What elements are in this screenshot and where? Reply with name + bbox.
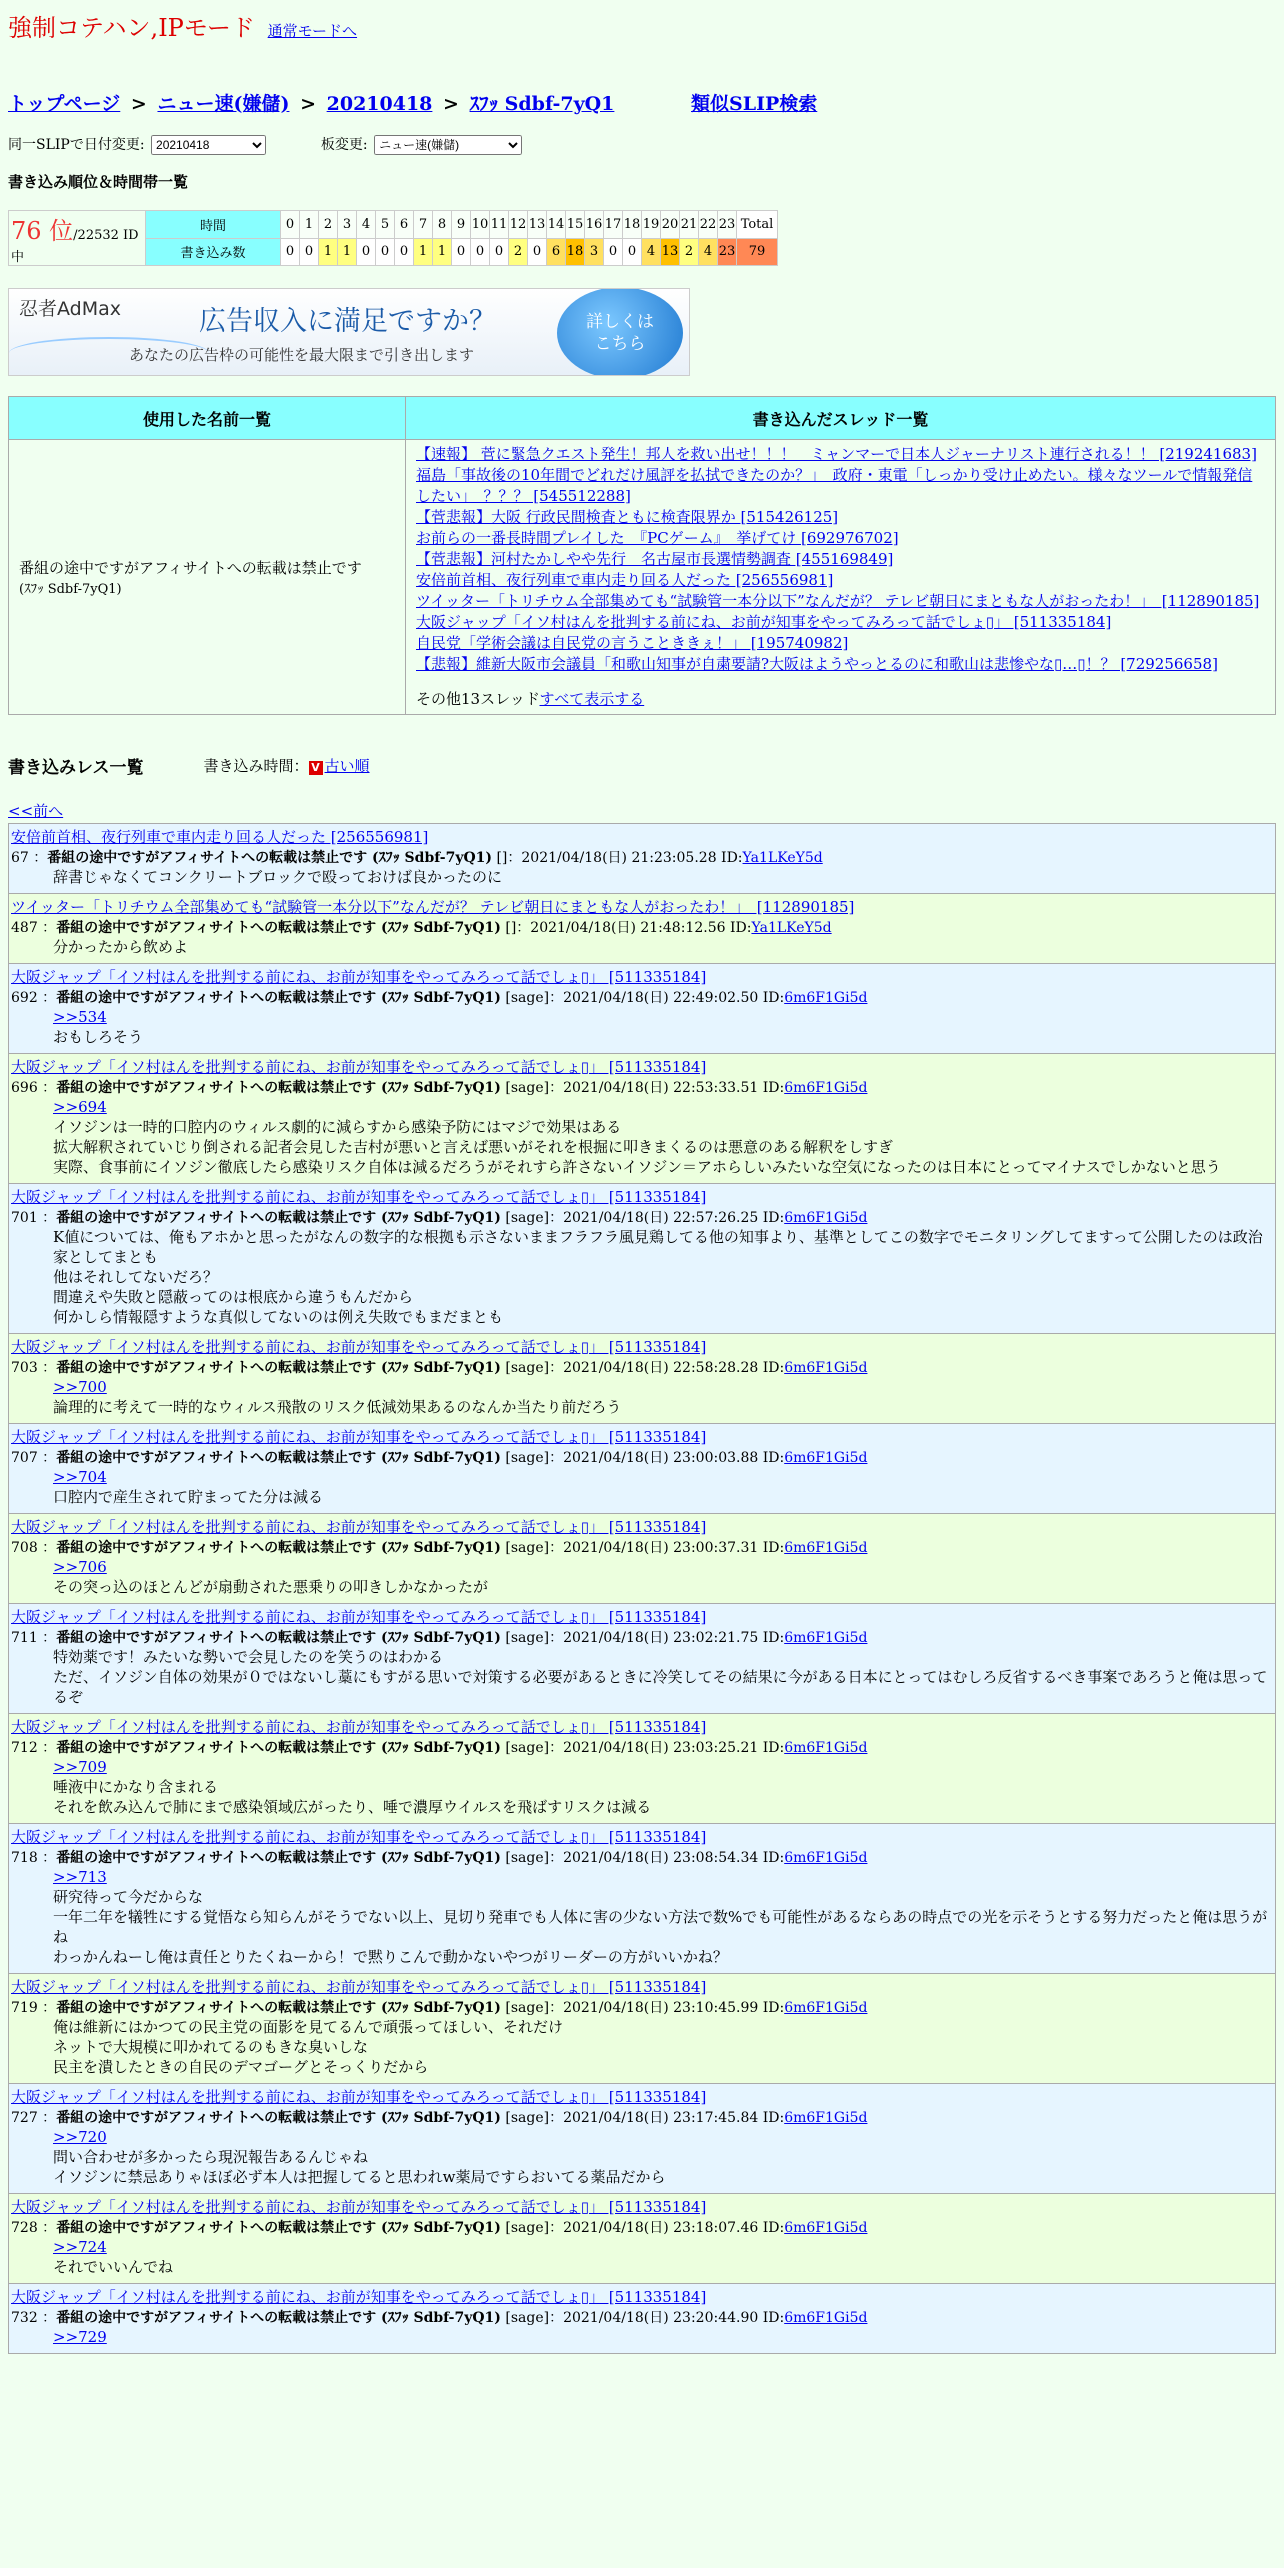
- post-id-link[interactable]: 6m6F1Gi5d: [784, 1450, 868, 1466]
- post-item: [8, 1423, 1276, 1514]
- thread-link[interactable]: お前らの一番長時間プレイした 『PCゲーム』 挙げてけ [692976702]: [416, 529, 899, 547]
- threads-header: 書き込んだスレッド一覧: [406, 397, 1276, 440]
- post-body-line: イソジンは一時的口腔内のウィルス劇的に減らすから感染予防にはマジで効果はある: [53, 1118, 622, 1136]
- post-id-link[interactable]: 6m6F1Gi5d: [784, 1630, 868, 1646]
- thread-link[interactable]: 【菅悲報】河村たかしやや先行 名古屋市長選情勢調査 [455169849]: [416, 550, 894, 568]
- post-item: [8, 1183, 1276, 1334]
- post-body-line: 特効薬です！みたいな勢いで会見したのを笑うのはわかる: [53, 1648, 444, 1666]
- thread-list-cell: [406, 440, 1276, 715]
- post-body: [53, 1467, 1273, 1507]
- post-reply-anchor[interactable]: >>713: [53, 1868, 107, 1886]
- hour-count: 0: [300, 238, 319, 266]
- post-thread-link[interactable]: ツイッター「トリチウム全部集めても“試験管一本分以下”なんだが？ テレビ朝日にまともな人がおったわ！」 [112890185]: [11, 898, 855, 916]
- hour-count: 4: [699, 238, 718, 266]
- total-count: 79: [737, 238, 778, 266]
- post-thread-link[interactable]: 大阪ジャップ「イソ村はんを批判する前にね、お前が知事をやってみろって話でしょ▯」 [511335184]: [11, 1718, 707, 1736]
- post-thread-link[interactable]: 安倍前首相、夜行列車で車内走り回る人だった [256556981]: [11, 828, 429, 846]
- thread-link[interactable]: 【菅悲報】大阪 行政民間検査ともに検査限界か [515426125]: [416, 508, 839, 526]
- post-number: 696: [11, 1080, 38, 1096]
- post-id-link[interactable]: Ya1LKeY5d: [751, 920, 832, 936]
- post-body-line: 俺は維新にはかつての民主党の面影を見てるんで頑張ってほしい、それだけ: [53, 2018, 564, 2036]
- post-author-name: 番組の途中ですがアフィサイトへの転載は禁止です (ｽﾌｯ Sdbf-7yQ1): [56, 1850, 501, 1866]
- post-header: 692 ：番組の途中ですがアフィサイトへの転載は禁止です (ｽﾌｯ Sdbf-7yQ1) [sage]：2021/04/18(日) 22:49:02.50 ID:6m6F1Gi5d: [11, 990, 868, 1006]
- post-thread-link[interactable]: 大阪ジャップ「イソ村はんを批判する前にね、お前が知事をやってみろって話でしょ▯」 [511335184]: [11, 1428, 707, 1446]
- thread-list: [416, 444, 1265, 675]
- hour-count: 3: [585, 238, 604, 266]
- hour-count: 0: [471, 238, 490, 266]
- post-meta: []：2021/04/18(日) 21:48:12.56 ID:: [500, 920, 752, 936]
- post-body: [53, 1557, 1273, 1597]
- post-header: 487 ：番組の途中ですがアフィサイトへの転載は禁止です (ｽﾌｯ Sdbf-7yQ1) []：2021/04/18(日) 21:48:12.56 ID:Ya1LKeY5d: [11, 920, 832, 936]
- post-thread-link[interactable]: 大阪ジャップ「イソ村はんを批判する前にね、お前が知事をやってみろって話でしょ▯」 [511335184]: [11, 1978, 707, 1996]
- post-reply-anchor[interactable]: >>694: [53, 1098, 107, 1116]
- post-item: [8, 2283, 1276, 2354]
- hour-header: 1: [300, 211, 319, 239]
- post-item: [8, 2083, 1276, 2194]
- post-body-line: 一年二年を犠牲にする覚悟なら知らんがそうでない以上、見切り発車でも人体に害の少ない方法で数%でも可能性があるならあの時点での光を示そうとする努力だったと俺は思うがね: [53, 1908, 1268, 1946]
- post-body-line: 分かったから飲めよ: [53, 938, 189, 956]
- breadcrumb: [8, 89, 1276, 116]
- post-body-line: ネットで大規模に叩かれてるのもきな臭いしな: [53, 2038, 369, 2056]
- post-author-name: 番組の途中ですがアフィサイトへの転載は禁止です (ｽﾌｯ Sdbf-7yQ1): [56, 1630, 501, 1646]
- post-thread-link[interactable]: 大阪ジャップ「イソ村はんを批判する前にね、お前が知事をやってみろって話でしょ▯」 [511335184]: [11, 2088, 707, 2106]
- thread-link[interactable]: 安倍前首相、夜行列車で車内走り回る人だった [256556981]: [416, 571, 834, 589]
- hour-header: 23: [718, 211, 737, 239]
- post-item: [8, 1333, 1276, 1424]
- post-body: [53, 1647, 1273, 1707]
- post-body: [53, 937, 1273, 957]
- hour-count: 0: [357, 238, 376, 266]
- post-author-name: 番組の途中ですがアフィサイトへの転載は禁止です (ｽﾌｯ Sdbf-7yQ1): [56, 1740, 501, 1756]
- post-id-link[interactable]: 6m6F1Gi5d: [784, 1540, 868, 1556]
- thread-link[interactable]: 大阪ジャップ「イソ村はんを批判する前にね、お前が知事をやってみろって話でしょ▯」 [511335184]: [416, 613, 1112, 631]
- post-body-line: 唾液中にかなり含まれる: [53, 1778, 219, 1796]
- post-body-line: それでいいんでね: [53, 2258, 174, 2276]
- post-reply-anchor[interactable]: >>534: [53, 1008, 107, 1026]
- post-reply-anchor[interactable]: >>720: [53, 2128, 107, 2146]
- post-id-link[interactable]: 6m6F1Gi5d: [784, 990, 868, 1006]
- post-number: 718: [11, 1850, 38, 1866]
- hour-count: 4: [642, 238, 661, 266]
- post-thread-link[interactable]: 大阪ジャップ「イソ村はんを批判する前にね、お前が知事をやってみろって話でしょ▯」 [511335184]: [11, 1518, 707, 1536]
- hour-header: Total: [737, 211, 778, 239]
- post-reply-anchor[interactable]: >>700: [53, 1378, 107, 1396]
- post-author-name: 番組の途中ですがアフィサイトへの転載は禁止です (ｽﾌｯ Sdbf-7yQ1): [47, 850, 493, 866]
- post-body-line: おもしろそう: [53, 1028, 144, 1046]
- post-author-name: 番組の途中ですがアフィサイトへの転載は禁止です (ｽﾌｯ Sdbf-7yQ1): [56, 990, 501, 1006]
- post-number: 728: [11, 2220, 38, 2236]
- used-name: 番組の途中ですがアフィサイトへの転載は禁止です: [19, 559, 362, 577]
- post-item: [8, 1513, 1276, 1604]
- post-id-link[interactable]: 6m6F1Gi5d: [784, 2310, 868, 2326]
- post-header: 732 ：番組の途中ですがアフィサイトへの転載は禁止です (ｽﾌｯ Sdbf-7yQ1) [sage]：2021/04/18(日) 23:20:44.90 ID:6m6F1Gi5d: [11, 2310, 868, 2326]
- hour-header: 14: [547, 211, 566, 239]
- mode-title: 強制コテハン,IPモード: [8, 14, 255, 42]
- board-change-label: 板変更:: [320, 137, 368, 153]
- date-select[interactable]: [151, 135, 266, 155]
- sort-oldest-link[interactable]: 古い順: [324, 757, 370, 775]
- breadcrumb-board[interactable]: ニュー速(嫌儲): [157, 93, 290, 115]
- post-number: 712: [11, 1740, 38, 1756]
- hour-header: 19: [642, 211, 661, 239]
- post-id-link[interactable]: 6m6F1Gi5d: [784, 2000, 868, 2016]
- sort-label: 書き込み時間： V 古い順: [203, 757, 370, 775]
- post-header: 727 ：番組の途中ですがアフィサイトへの転載は禁止です (ｽﾌｯ Sdbf-7yQ1) [sage]：2021/04/18(日) 23:17:45.84 ID:6m6F1Gi5d: [11, 2110, 868, 2126]
- similar-slip-search-link[interactable]: 類似SLIP検索: [691, 93, 818, 115]
- post-list: [8, 823, 1276, 2354]
- post-body-line: イソジンに禁忌ありゃほぼ必ず本人は把握してると思われw薬局ですらおいてる薬品だから: [53, 2168, 666, 2186]
- rank-total: /22532 ID中: [11, 228, 139, 265]
- post-reply-anchor[interactable]: >>724: [53, 2238, 107, 2256]
- post-body: [53, 1867, 1273, 1967]
- thread-link[interactable]: ツイッター「トリチウム全部集めても“試験管一本分以下”なんだが？ テレビ朝日にまともな人がおったわ！」 [112890185]: [416, 592, 1260, 610]
- post-meta: [sage]：2021/04/18(日) 23:20:44.90 ID:: [500, 2310, 785, 2326]
- post-number: 719: [11, 2000, 38, 2016]
- post-number: 67: [11, 850, 29, 866]
- post-thread-link[interactable]: 大阪ジャップ「イソ村はんを批判する前にね、お前が知事をやってみろって話でしょ▯」 [511335184]: [11, 1058, 707, 1076]
- post-body: [53, 867, 1273, 887]
- hour-header: 4: [357, 211, 376, 239]
- post-meta: [sage]：2021/04/18(日) 23:00:03.88 ID:: [500, 1450, 785, 1466]
- post-meta: [sage]：2021/04/18(日) 23:03:25.21 ID:: [500, 1740, 785, 1756]
- post-thread-link[interactable]: 大阪ジャップ「イソ村はんを批判する前にね、お前が知事をやってみろって話でしょ▯」 [511335184]: [11, 1608, 707, 1626]
- post-thread-link[interactable]: 大阪ジャップ「イソ村はんを批判する前にね、お前が知事をやってみろって話でしょ▯」 [511335184]: [11, 1338, 707, 1356]
- hour-header: 22: [699, 211, 718, 239]
- hour-header: 12: [509, 211, 528, 239]
- rank-cell: [9, 211, 146, 266]
- post-meta: [sage]：2021/04/18(日) 23:02:21.75 ID:: [500, 1630, 785, 1646]
- hour-header: 13: [528, 211, 547, 239]
- post-item: [8, 1823, 1276, 1974]
- name-cell: [9, 440, 406, 715]
- post-meta: [sage]：2021/04/18(日) 22:58:28.28 ID:: [500, 1360, 785, 1376]
- ad-banner[interactable]: [8, 288, 690, 376]
- post-number: 708: [11, 1540, 38, 1556]
- post-item: [8, 1053, 1276, 1184]
- post-body: [53, 2327, 1273, 2347]
- post-body: [53, 2237, 1273, 2277]
- post-body-line: 問い合わせが多かったら現況報告あるんじゃね: [53, 2148, 369, 2166]
- post-number: 692: [11, 990, 38, 1006]
- post-body-line: 間違えや失敗と隠蔽ってのは根底から違うもんだから: [53, 1288, 414, 1306]
- post-header: 67 ：番組の途中ですがアフィサイトへの転載は禁止です (ｽﾌｯ Sdbf-7yQ1) []：2021/04/18(日) 21:23:05.28 ID:Ya1LKeY5d: [11, 850, 823, 866]
- post-author-name: 番組の途中ですがアフィサイトへの転載は禁止です (ｽﾌｯ Sdbf-7yQ1): [56, 1540, 501, 1556]
- hour-header: 17: [604, 211, 623, 239]
- hour-count: 0: [376, 238, 395, 266]
- post-body: [53, 1227, 1273, 1327]
- post-header: 707 ：番組の途中ですがアフィサイトへの転載は禁止です (ｽﾌｯ Sdbf-7yQ1) [sage]：2021/04/18(日) 23:00:03.88 ID:6m6F1Gi5d: [11, 1450, 868, 1466]
- hour-count: 18: [566, 238, 585, 266]
- post-meta: [sage]：2021/04/18(日) 22:57:26.25 ID:: [500, 1210, 785, 1226]
- hour-count: 0: [623, 238, 642, 266]
- ad-logo: 忍者AdMax: [19, 298, 122, 320]
- hour-header: 15: [566, 211, 585, 239]
- name-thread-table: [8, 396, 1276, 715]
- ad-main-text: 広告収入に満足ですか？: [199, 306, 496, 337]
- post-id-link[interactable]: 6m6F1Gi5d: [784, 1080, 868, 1096]
- hour-count: 0: [395, 238, 414, 266]
- post-meta: [sage]：2021/04/18(日) 22:53:33.51 ID:: [500, 1080, 785, 1096]
- post-body-line: 辞書じゃなくてコンクリートブロックで殴っておけば良かったのに: [53, 868, 502, 886]
- post-header: 718 ：番組の途中ですがアフィサイトへの転載は禁止です (ｽﾌｯ Sdbf-7yQ1) [sage]：2021/04/18(日) 23:08:54.34 ID:6m6F1Gi5d: [11, 1850, 868, 1866]
- names-header: 使用した名前一覧: [9, 397, 406, 440]
- hour-header: 10: [471, 211, 490, 239]
- show-all-threads-link[interactable]: すべて表示する: [539, 690, 645, 708]
- post-item: [8, 823, 1276, 894]
- post-author-name: 番組の途中ですがアフィサイトへの転載は禁止です (ｽﾌｯ Sdbf-7yQ1): [56, 2220, 501, 2236]
- hour-header: 18: [623, 211, 642, 239]
- post-body: [53, 2127, 1273, 2187]
- hour-count: 0: [281, 238, 300, 266]
- post-body: [53, 1377, 1273, 1417]
- post-body: [53, 1097, 1273, 1177]
- post-header: 711 ：番組の途中ですがアフィサイトへの転載は禁止です (ｽﾌｯ Sdbf-7yQ1) [sage]：2021/04/18(日) 23:02:21.75 ID:6m6F1Gi5d: [11, 1630, 868, 1646]
- post-id-link[interactable]: 6m6F1Gi5d: [784, 2220, 868, 2236]
- post-number: 701: [11, 1210, 38, 1226]
- post-item: [8, 1603, 1276, 1714]
- hour-count: 0: [490, 238, 509, 266]
- sort-v-icon: V: [309, 761, 323, 775]
- hour-count: 1: [319, 238, 338, 266]
- post-id-link[interactable]: 6m6F1Gi5d: [784, 1850, 868, 1866]
- post-body-line: わっかんねーし俺は責任とりたくねーから！で黙りこんで動かないやつがリーダーの方がいいかね？: [53, 1948, 728, 1966]
- post-meta: [sage]：2021/04/18(日) 22:49:02.50 ID:: [500, 990, 785, 1006]
- rank-value: 76 位: [11, 217, 74, 245]
- normal-mode-link[interactable]: 通常モードへ: [267, 22, 358, 40]
- rank-table: [8, 210, 778, 266]
- post-meta: [sage]：2021/04/18(日) 23:08:54.34 ID:: [500, 1850, 785, 1866]
- ad-sub-text: あなたの広告枠の可能性を最大限まで引き出します: [129, 346, 475, 364]
- thread-link[interactable]: 自民党「学術会議は自民党の言うことききぇ！」 [195740982]: [416, 634, 849, 652]
- posts-title: 書き込みレス一覧: [8, 758, 144, 778]
- post-item: [8, 963, 1276, 1054]
- post-thread-link[interactable]: 大阪ジャップ「イソ村はんを批判する前にね、お前が知事をやってみろって話でしょ▯」 [511335184]: [11, 968, 707, 986]
- post-body-line: ただ、イソジン自体の効果が０ではないし藁にもすがる思いで対策する必要があるときに冷笑してその結果に今がある日本にとってはむしろ反省するべき事案であろうと俺は思ってるぞ: [53, 1668, 1268, 1706]
- post-meta: [sage]：2021/04/18(日) 23:18:07.46 ID:: [500, 2220, 785, 2236]
- post-id-link[interactable]: 6m6F1Gi5d: [784, 2110, 868, 2126]
- hour-count: 23: [718, 238, 737, 266]
- post-author-name: 番組の途中ですがアフィサイトへの転載は禁止です (ｽﾌｯ Sdbf-7yQ1): [56, 1080, 501, 1096]
- rank-section-title: 書き込み順位＆時間帯一覧: [8, 173, 189, 191]
- post-header: 708 ：番組の途中ですがアフィサイトへの転載は禁止です (ｽﾌｯ Sdbf-7yQ1) [sage]：2021/04/18(日) 23:00:37.31 ID:6m6F1Gi5d: [11, 1540, 868, 1556]
- hour-count: 0: [452, 238, 471, 266]
- date-change-label: 同一SLIPで日付変更:: [8, 137, 145, 153]
- hour-header: 6: [395, 211, 414, 239]
- hour-header: 20: [661, 211, 680, 239]
- post-body-line: 論理的に考えて一時的なウィルス飛散のリスク低減効果あるのなんか当たり前だろう: [53, 1398, 622, 1416]
- post-number: 487: [11, 920, 38, 936]
- post-header: 728 ：番組の途中ですがアフィサイトへの転載は禁止です (ｽﾌｯ Sdbf-7yQ1) [sage]：2021/04/18(日) 23:18:07.46 ID:6m6F1Gi5d: [11, 2220, 868, 2236]
- used-name-slip: (ｽﾌｯ Sdbf-7yQ1): [19, 582, 122, 597]
- post-reply-anchor[interactable]: >>704: [53, 1468, 107, 1486]
- post-number: 707: [11, 1450, 38, 1466]
- hour-count: 2: [680, 238, 699, 266]
- hour-header: 0: [281, 211, 300, 239]
- post-body-line: 他はそれしてないだろ？: [53, 1268, 219, 1286]
- post-reply-anchor[interactable]: >>729: [53, 2328, 107, 2346]
- hour-count: 6: [547, 238, 566, 266]
- hour-header: 21: [680, 211, 699, 239]
- post-number: 727: [11, 2110, 38, 2126]
- post-body-line: 実際、食事前にイソジン徹底したら感染リスク自体は減るだろうがそれすら許さないイソジン＝アホらしいみたいな空気になったのは日本にとってマイナスでしかないと思う: [53, 1158, 1221, 1176]
- post-item: [8, 2193, 1276, 2284]
- post-body-line: K値については、俺もアホかと思ったがなんの数字的な根拠も示さないままフラフラ風見鶏してる他の知事より、基準としてこの数字でモニタリングしてますって公開したのは政治家としてまとも: [53, 1228, 1263, 1266]
- post-meta: [sage]：2021/04/18(日) 23:00:37.31 ID:: [500, 1540, 785, 1556]
- post-body-line: 拡大解釈されていじり倒される記者会見した吉村が悪いと言えば悪いがそれを根掘に叩きまくるのは悪意のある解釈をしすぎ: [53, 1138, 894, 1156]
- post-thread-link[interactable]: 大阪ジャップ「イソ村はんを批判する前にね、お前が知事をやってみろって話でしょ▯」 [511335184]: [11, 1828, 707, 1846]
- post-body-line: それを飲み込んで肺にまで感染領域広がったり、唾で濃厚ウイルスを飛ばすリスクは減る: [53, 1798, 652, 1816]
- hour-header: 5: [376, 211, 395, 239]
- post-header: 712 ：番組の途中ですがアフィサイトへの転載は禁止です (ｽﾌｯ Sdbf-7yQ1) [sage]：2021/04/18(日) 23:03:25.21 ID:6m6F1Gi5d: [11, 1740, 868, 1756]
- post-reply-anchor[interactable]: >>706: [53, 1558, 107, 1576]
- count-label: 書き込み数: [146, 238, 281, 266]
- post-body-line: 研究待って今だからな: [53, 1888, 204, 1906]
- breadcrumb-slip[interactable]: ｽﾌｯ Sdbf-7yQ1: [469, 93, 615, 115]
- prev-page-link[interactable]: <<前へ: [8, 802, 64, 820]
- post-author-name: 番組の途中ですがアフィサイトへの転載は禁止です (ｽﾌｯ Sdbf-7yQ1): [56, 1210, 501, 1226]
- post-header: 701 ：番組の途中ですがアフィサイトへの転載は禁止です (ｽﾌｯ Sdbf-7yQ1) [sage]：2021/04/18(日) 22:57:26.25 ID:6m6F1Gi5d: [11, 1210, 868, 1226]
- hour-header: 7: [414, 211, 433, 239]
- post-item: [8, 1973, 1276, 2084]
- post-author-name: 番組の途中ですがアフィサイトへの転載は禁止です (ｽﾌｯ Sdbf-7yQ1): [56, 1360, 501, 1376]
- hour-header: 2: [319, 211, 338, 239]
- post-number: 732: [11, 2310, 38, 2326]
- post-meta: [sage]：2021/04/18(日) 23:10:45.99 ID:: [500, 2000, 785, 2016]
- post-header: 719 ：番組の途中ですがアフィサイトへの転載は禁止です (ｽﾌｯ Sdbf-7yQ1) [sage]：2021/04/18(日) 23:10:45.99 ID:6m6F1Gi5d: [11, 2000, 868, 2016]
- hour-count: 1: [338, 238, 357, 266]
- hour-count: 13: [661, 238, 680, 266]
- post-header: 696 ：番組の途中ですがアフィサイトへの転載は禁止です (ｽﾌｯ Sdbf-7yQ1) [sage]：2021/04/18(日) 22:53:33.51 ID:6m6F1Gi5d: [11, 1080, 868, 1096]
- hour-count: 1: [414, 238, 433, 266]
- post-number: 703: [11, 1360, 38, 1376]
- hour-header: 8: [433, 211, 452, 239]
- post-body: [53, 2017, 1273, 2077]
- post-id-link[interactable]: 6m6F1Gi5d: [784, 1360, 868, 1376]
- hour-header: 3: [338, 211, 357, 239]
- post-thread-link[interactable]: 大阪ジャップ「イソ村はんを批判する前にね、お前が知事をやってみろって話でしょ▯」 [511335184]: [11, 2288, 707, 2306]
- post-id-link[interactable]: 6m6F1Gi5d: [784, 1740, 868, 1756]
- breadcrumb-separator: >: [300, 93, 316, 115]
- hour-header: 11: [490, 211, 509, 239]
- post-author-name: 番組の途中ですがアフィサイトへの転載は禁止です (ｽﾌｯ Sdbf-7yQ1): [56, 1450, 501, 1466]
- selector-row: [8, 134, 1276, 155]
- post-author-name: 番組の途中ですがアフィサイトへの転載は禁止です (ｽﾌｯ Sdbf-7yQ1): [56, 920, 501, 936]
- post-id-link[interactable]: Ya1LKeY5d: [742, 850, 823, 866]
- post-author-name: 番組の途中ですがアフィサイトへの転載は禁止です (ｽﾌｯ Sdbf-7yQ1): [56, 2000, 501, 2016]
- hour-count: 1: [433, 238, 452, 266]
- post-thread-link[interactable]: 大阪ジャップ「イソ村はんを批判する前にね、お前が知事をやってみろって話でしょ▯」 [511335184]: [11, 2198, 707, 2216]
- header: [8, 8, 1276, 43]
- post-body-line: 口腔内で産生されて貯まってた分は減る: [53, 1488, 324, 1506]
- ad-details-button[interactable]: [557, 288, 683, 376]
- post-body: [53, 1007, 1273, 1047]
- thread-link[interactable]: 【速報】 菅に緊急クエスト発生！邦人を救い出せ！！！ ミャンマーで日本人ジャーナリスト連行される！！ [219241683]: [416, 445, 1257, 463]
- breadcrumb-separator: >: [130, 93, 147, 115]
- post-meta: [sage]：2021/04/18(日) 23:17:45.84 ID:: [500, 2110, 785, 2126]
- hour-header: 9: [452, 211, 471, 239]
- time-label: 時間: [146, 211, 281, 239]
- post-body-line: 民主を潰したときの自民のデマゴーグとそっくりだから: [53, 2058, 429, 2076]
- post-meta: []：2021/04/18(日) 21:23:05.28 ID:: [492, 850, 743, 866]
- breadcrumb-separator: >: [443, 93, 459, 115]
- hour-count: 0: [528, 238, 547, 266]
- post-body-line: 何かしら情報隠すような真似してないのは例え失敗でもまだまとも: [53, 1308, 504, 1326]
- thread-link[interactable]: 福島「事故後の10年間でどれだけ風評を払拭できたのか？」 政府・東電「しっかり受け止めたい。様々なツールで情報発信したい」 ？？？ [545512288]: [416, 466, 1253, 505]
- post-header: 703 ：番組の途中ですがアフィサイトへの転載は禁止です (ｽﾌｯ Sdbf-7yQ1) [sage]：2021/04/18(日) 22:58:28.28 ID:6m6F1Gi5d: [11, 1360, 868, 1376]
- breadcrumb-top[interactable]: トップページ: [8, 93, 121, 115]
- ad-details-label: 詳しくはこちら: [586, 311, 654, 354]
- board-select[interactable]: [374, 135, 522, 155]
- post-item: [8, 1713, 1276, 1824]
- post-item: [8, 893, 1276, 964]
- breadcrumb-date[interactable]: 20210418: [326, 93, 433, 115]
- post-reply-anchor[interactable]: >>709: [53, 1758, 107, 1776]
- hour-count: 0: [604, 238, 623, 266]
- post-body-line: その突っ込のほとんどが扇動された悪乗りの叩きしかなかったが: [53, 1578, 489, 1596]
- post-thread-link[interactable]: 大阪ジャップ「イソ村はんを批判する前にね、お前が知事をやってみろって話でしょ▯」 [511335184]: [11, 1188, 707, 1206]
- more-threads: [416, 689, 1265, 710]
- posts-header: [8, 753, 1276, 778]
- post-id-link[interactable]: 6m6F1Gi5d: [784, 1210, 868, 1226]
- more-threads-count: その他13スレッド: [416, 690, 540, 708]
- hour-count: 2: [509, 238, 528, 266]
- thread-link[interactable]: 【悲報】維新大阪市会議員「和歌山知事が自粛要請?大阪はようやっとるのに和歌山は悲惨やな▯…▯！？ [729256658]: [416, 655, 1218, 673]
- post-author-name: 番組の途中ですがアフィサイトへの転載は禁止です (ｽﾌｯ Sdbf-7yQ1): [56, 2310, 501, 2326]
- post-number: 711: [11, 1630, 38, 1646]
- hour-header: 16: [585, 211, 604, 239]
- post-body: [53, 1757, 1273, 1817]
- post-author-name: 番組の途中ですがアフィサイトへの転載は禁止です (ｽﾌｯ Sdbf-7yQ1): [56, 2110, 501, 2126]
